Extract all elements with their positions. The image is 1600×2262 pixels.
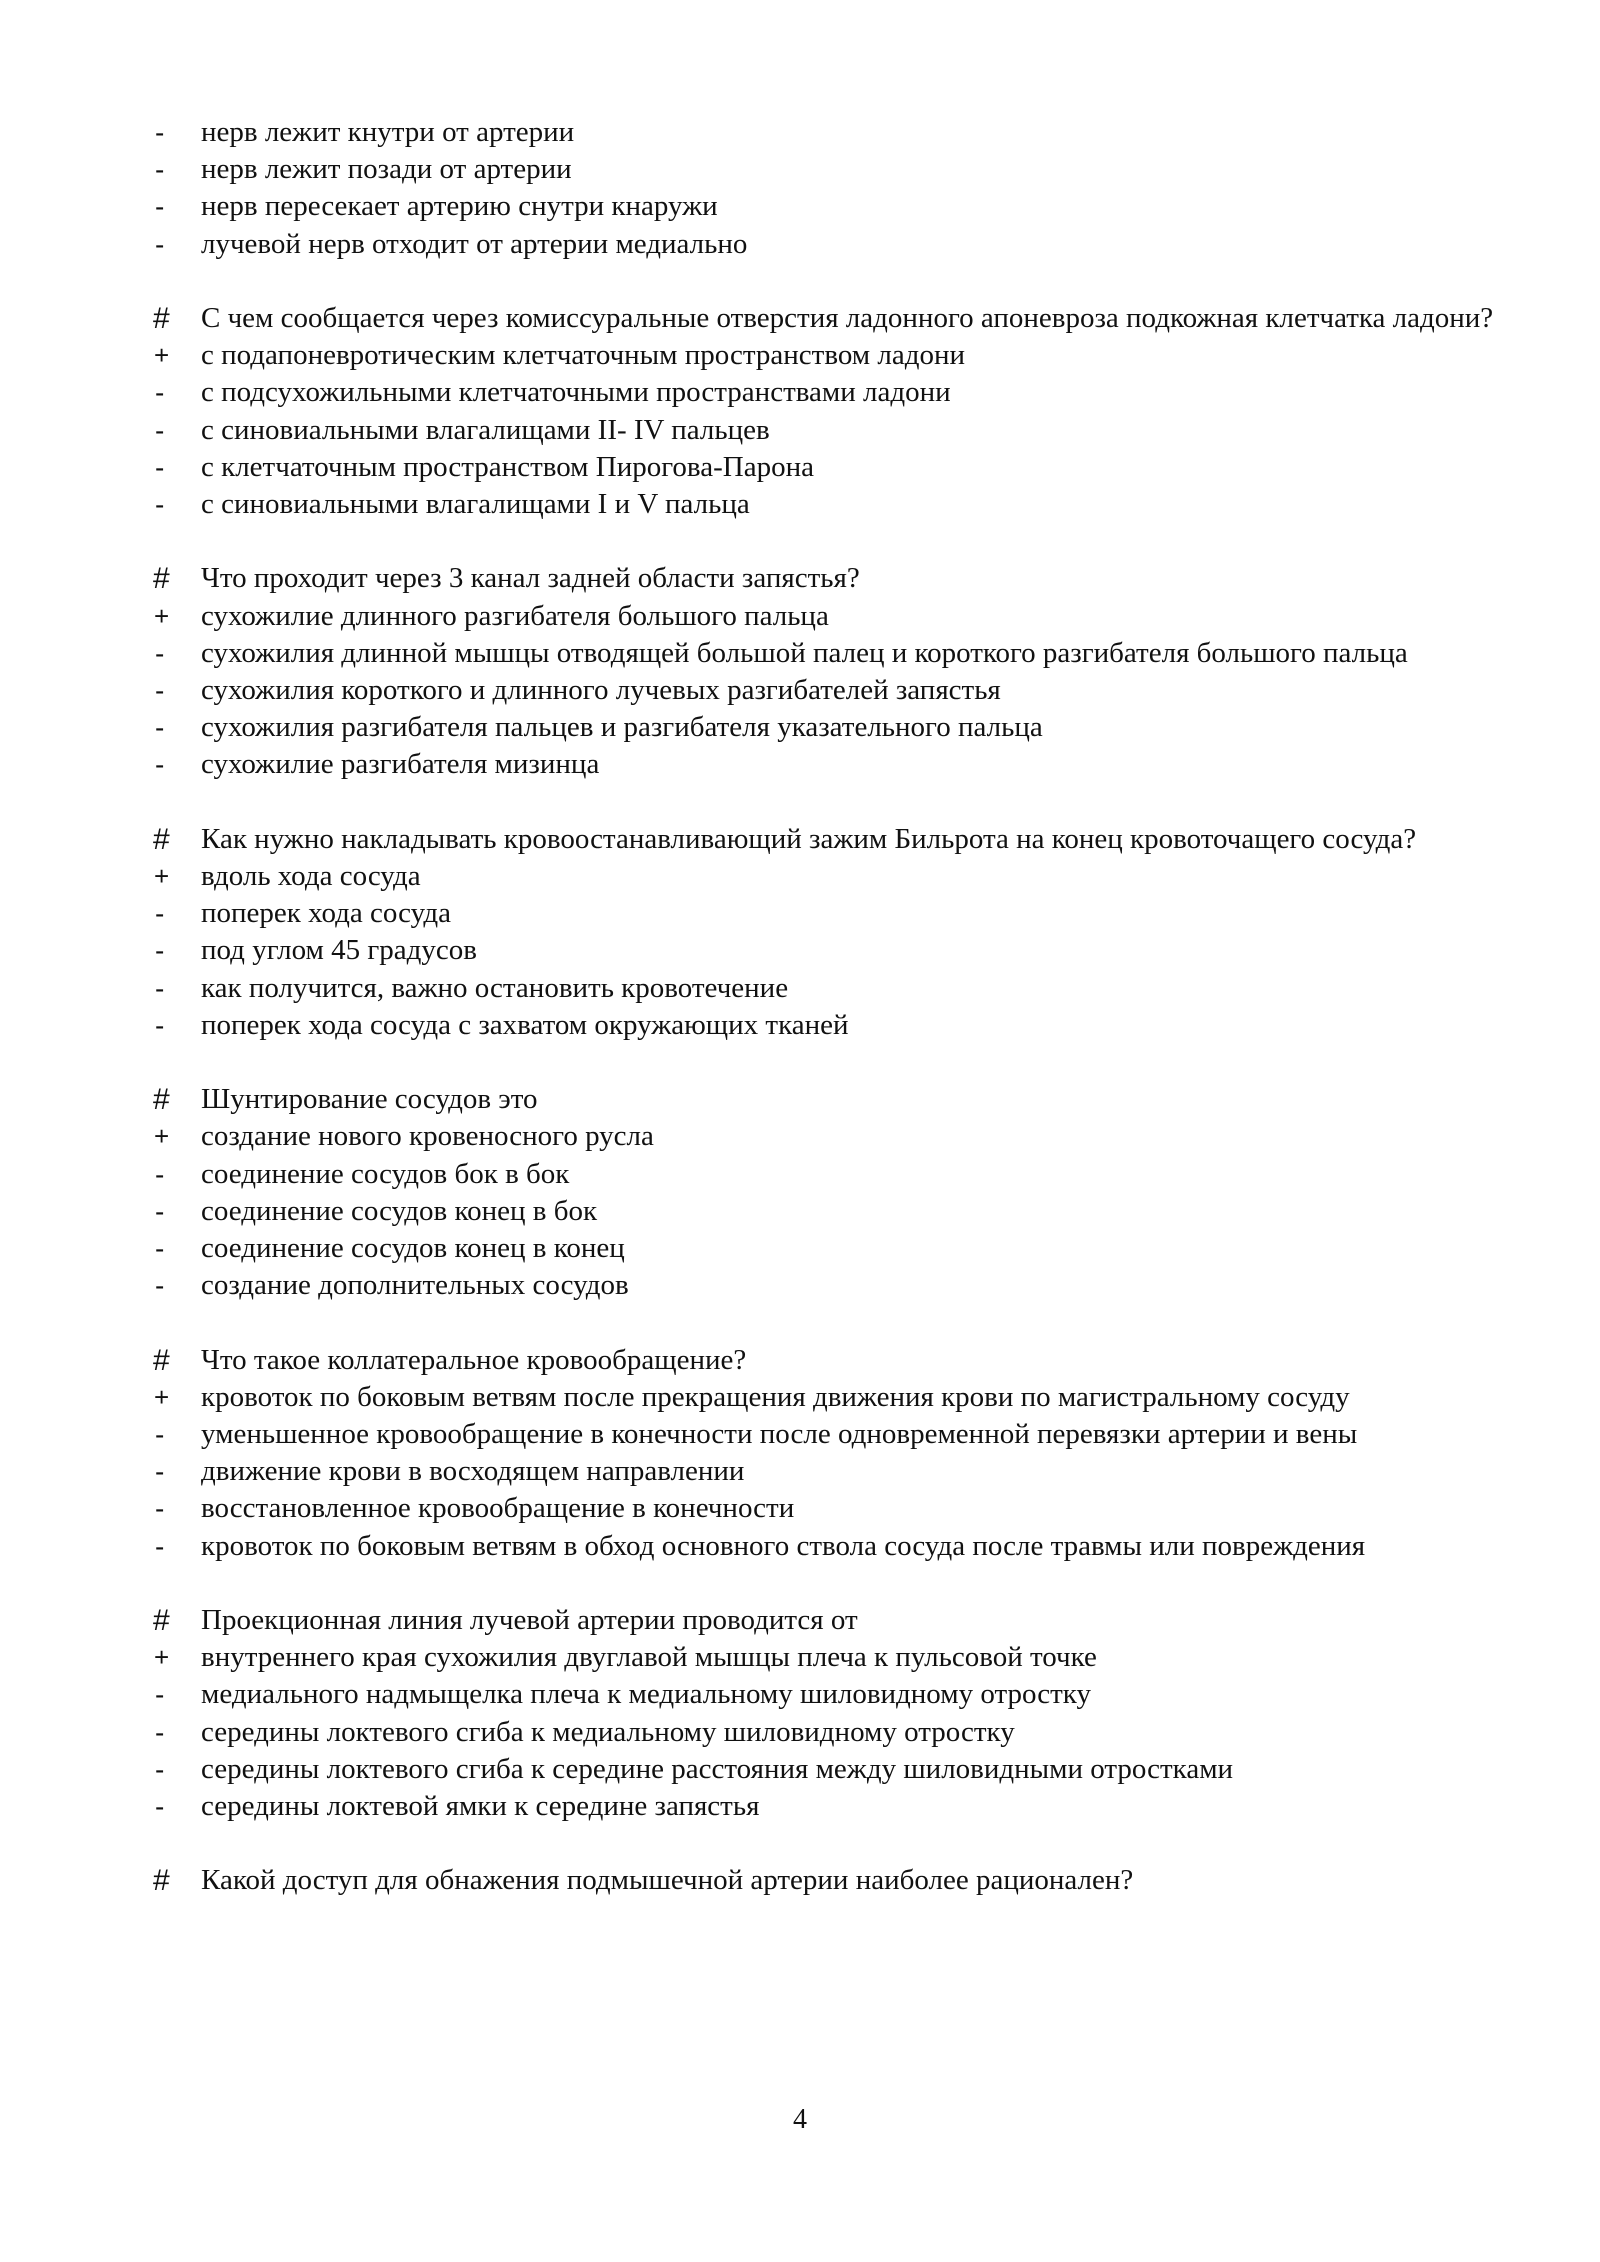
page-number: 4: [793, 2104, 807, 2135]
wrong-marker: -: [155, 1791, 165, 1823]
question-text: [152, 1342, 1522, 1379]
answer-option-wrong-text: поперек хода сосуда: [201, 897, 451, 930]
answer-option-wrong-text: сухожилия разгибателя пальцев и разгибателя указательного пальца: [201, 711, 1043, 744]
wrong-marker: -: [155, 1753, 165, 1785]
answer-option-wrong-text: как получится, важно остановить кровотечение: [201, 971, 789, 1004]
correct-marker: +: [154, 1642, 170, 1673]
spacer: [152, 1825, 1522, 1862]
spacer: [152, 784, 1522, 821]
wrong-marker: -: [155, 228, 165, 260]
answer-option-correct: [152, 858, 1522, 895]
question-block: [152, 821, 1522, 1044]
answer-option-wrong-text: сухожилия длинной мышцы отводящей большой палец и короткого разгибателя большого пальца: [201, 636, 1408, 669]
spacer: [152, 523, 1522, 560]
answer-option-correct-text: кровоток по боковым ветвям после прекращения движения крови по магистральному сосуду: [201, 1380, 1350, 1413]
answer-option-wrong-text: с синовиальными влагалищами I и V пальца: [201, 488, 750, 521]
question-text: [152, 560, 1522, 597]
question-text-text: Как нужно накладывать кровоостанавливающий зажим Бильрота на конец кровоточащего сосуда?: [201, 822, 1417, 855]
answer-option-wrong: [152, 1676, 1522, 1713]
answer-option-wrong-text: поперек хода сосуда с захватом окружающих тканей: [201, 1008, 849, 1041]
question-text: [152, 1081, 1522, 1118]
answer-option-wrong: [152, 1193, 1522, 1230]
question-list: [152, 263, 1522, 1900]
wrong-marker: -: [155, 414, 165, 446]
answer-option-correct: [152, 1639, 1522, 1676]
wrong-marker: -: [155, 1158, 165, 1190]
question-text-text: Проекционная линия лучевой артерии проводится от: [201, 1604, 858, 1637]
answer-option-wrong-text: с клетчаточным пространством Пирогова-Парона: [201, 450, 814, 483]
wrong-marker: -: [155, 1195, 165, 1227]
question-marker: #: [153, 1604, 170, 1638]
answer-option-wrong: [152, 1267, 1522, 1304]
answer-option-wrong: [152, 1788, 1522, 1825]
answer-option-correct: [152, 337, 1522, 374]
answer-option-correct: [152, 1379, 1522, 1416]
correct-marker: +: [154, 1121, 170, 1152]
answer-option-wrong-text: лучевой нерв отходит от артерии медиально: [201, 227, 748, 260]
wrong-marker: -: [155, 377, 165, 409]
answer-option-correct-text: создание нового кровеносного русла: [201, 1120, 654, 1153]
question-marker: #: [153, 1083, 170, 1117]
answer-option-wrong: [152, 1007, 1522, 1044]
answer-option-wrong: [152, 1156, 1522, 1193]
correct-marker: +: [154, 1381, 170, 1412]
question-text: [152, 1862, 1522, 1899]
answer-option-wrong-text: соединение сосудов конец в бок: [201, 1194, 598, 1227]
wrong-marker: -: [155, 1419, 165, 1451]
answer-option-wrong: [152, 746, 1522, 783]
spacer: [152, 1565, 1522, 1602]
question-text: [152, 821, 1522, 858]
spacer: [152, 1304, 1522, 1341]
answer-option-wrong: [152, 151, 1522, 188]
question-text: [152, 1602, 1522, 1639]
answer-option-wrong: [152, 932, 1522, 969]
answer-option-wrong: [152, 114, 1522, 151]
answer-option-correct-text: вдоль хода сосуда: [201, 860, 421, 893]
answer-option-wrong: [152, 1453, 1522, 1490]
answer-option-wrong: [152, 412, 1522, 449]
wrong-marker: -: [155, 972, 165, 1004]
answer-option-wrong-text: восстановленное кровообращение в конечности: [201, 1492, 795, 1525]
question-text-text: С чем сообщается через комиссуральные отверстия ладонного апоневроза подкожная клетчатка ладони?: [201, 302, 1494, 334]
answer-option-wrong: [152, 486, 1522, 523]
answer-option-wrong: [152, 1751, 1522, 1788]
answer-option-wrong-text: нерв лежит позади от артерии: [201, 153, 572, 186]
answer-option-wrong: [152, 374, 1522, 411]
wrong-marker: -: [155, 1233, 165, 1265]
answer-option-wrong: [152, 635, 1522, 672]
answer-option-wrong-text: под углом 45 градусов: [201, 934, 477, 967]
wrong-marker: -: [155, 489, 165, 521]
question-text-text: Шунтирование сосудов это: [201, 1083, 538, 1116]
wrong-marker: -: [155, 1530, 165, 1562]
wrong-marker: -: [155, 1456, 165, 1488]
answer-option-wrong-text: сухожилия короткого и длинного лучевых разгибателей запястья: [201, 674, 1001, 707]
question-text: [152, 300, 1522, 337]
spacer: [152, 1044, 1522, 1081]
question-block: [152, 300, 1522, 523]
wrong-marker: -: [155, 451, 165, 483]
answer-option-wrong: [152, 226, 1522, 263]
answer-option-wrong: [152, 1528, 1522, 1565]
answer-option-wrong: [152, 1416, 1522, 1453]
wrong-marker: -: [155, 712, 165, 744]
wrong-marker: -: [155, 1679, 165, 1711]
wrong-marker: -: [155, 117, 165, 148]
answer-option-wrong-text: медиального надмыщелка плеча к медиальному шиловидному отростку: [201, 1678, 1091, 1711]
question-text-text: Что проходит через 3 канал задней области запястья?: [201, 562, 860, 595]
answer-option-wrong-text: с синовиальными влагалищами II- IV пальцев: [201, 413, 770, 446]
correct-marker: +: [154, 340, 170, 371]
answer-option-wrong: [152, 188, 1522, 225]
answer-option-wrong-text: с подсухожильными клетчаточными пространствами ладони: [201, 376, 951, 409]
answer-option-wrong: [152, 1490, 1522, 1527]
wrong-marker: -: [155, 675, 165, 707]
answer-option-wrong: [152, 1230, 1522, 1267]
wrong-marker: -: [155, 935, 165, 967]
answer-option-correct-text: с подапоневротическим клетчаточным пространством ладони: [201, 339, 966, 372]
answer-option-wrong: [152, 1714, 1522, 1751]
answer-option-wrong: [152, 970, 1522, 1007]
wrong-marker: -: [155, 637, 165, 669]
wrong-marker: -: [155, 1270, 165, 1302]
question-marker: #: [153, 1343, 170, 1377]
test-document: [152, 114, 1522, 1900]
question-block: [152, 1342, 1522, 1565]
spacer: [152, 263, 1522, 300]
question-marker: #: [153, 1864, 170, 1898]
correct-marker: +: [154, 600, 170, 631]
answer-option-correct: [152, 598, 1522, 635]
answer-option-wrong-text: нерв пересекает артерию снутри кнаружи: [201, 190, 718, 223]
wrong-marker: -: [155, 1716, 165, 1748]
answer-option-wrong-text: нерв лежит кнутри от артерии: [201, 116, 575, 148]
answer-option-wrong-text: соединение сосудов бок в бок: [201, 1157, 570, 1190]
answer-option-wrong: [152, 709, 1522, 746]
answer-option-wrong-text: создание дополнительных сосудов: [201, 1269, 629, 1302]
wrong-marker: -: [155, 1009, 165, 1041]
question-marker: #: [153, 302, 170, 335]
answer-option-wrong-text: середины локтевой ямки к середине запястья: [201, 1790, 760, 1823]
answer-option-wrong-text: движение крови в восходящем направлении: [201, 1455, 745, 1488]
answer-option-wrong-text: уменьшенное кровообращение в конечности после одновременной перевязки артерии и вены: [201, 1418, 1358, 1451]
answer-option-correct: [152, 1118, 1522, 1155]
question-block: [152, 1862, 1522, 1899]
answer-option-wrong-text: середины локтевого сгиба к середине расстояния между шиловидными отростками: [201, 1752, 1234, 1785]
answer-option-wrong-text: кровоток по боковым ветвям в обход основного ствола сосуда после травмы или повреждения: [201, 1529, 1366, 1562]
answer-option-wrong-text: соединение сосудов конец в конец: [201, 1232, 625, 1265]
answer-option-wrong-text: середины локтевого сгиба к медиальному шиловидному отростку: [201, 1715, 1015, 1748]
answer-option-wrong-text: сухожилие разгибателя мизинца: [201, 748, 600, 781]
question-marker: #: [153, 562, 170, 596]
correct-marker: +: [154, 861, 170, 892]
question-marker: #: [153, 822, 170, 856]
question-block: [152, 560, 1522, 783]
answer-option-correct-text: сухожилие длинного разгибателя большого пальца: [201, 599, 829, 632]
wrong-marker: -: [155, 154, 165, 186]
wrong-marker: -: [155, 898, 165, 930]
wrong-marker: -: [155, 749, 165, 781]
continued-answer-list: [152, 114, 1522, 263]
question-text-text: Какой доступ для обнажения подмышечной артерии наиболее рационален?: [201, 1864, 1134, 1897]
answer-option-wrong: [152, 672, 1522, 709]
answer-option-wrong: [152, 449, 1522, 486]
question-block: [152, 1602, 1522, 1825]
wrong-marker: -: [155, 1493, 165, 1525]
question-block: [152, 1081, 1522, 1304]
answer-option-wrong: [152, 895, 1522, 932]
answer-option-correct-text: внутреннего края сухожилия двуглавой мышцы плеча к пульсовой точке: [201, 1641, 1097, 1674]
question-text-text: Что такое коллатеральное кровообращение?: [201, 1343, 747, 1376]
wrong-marker: -: [155, 191, 165, 223]
